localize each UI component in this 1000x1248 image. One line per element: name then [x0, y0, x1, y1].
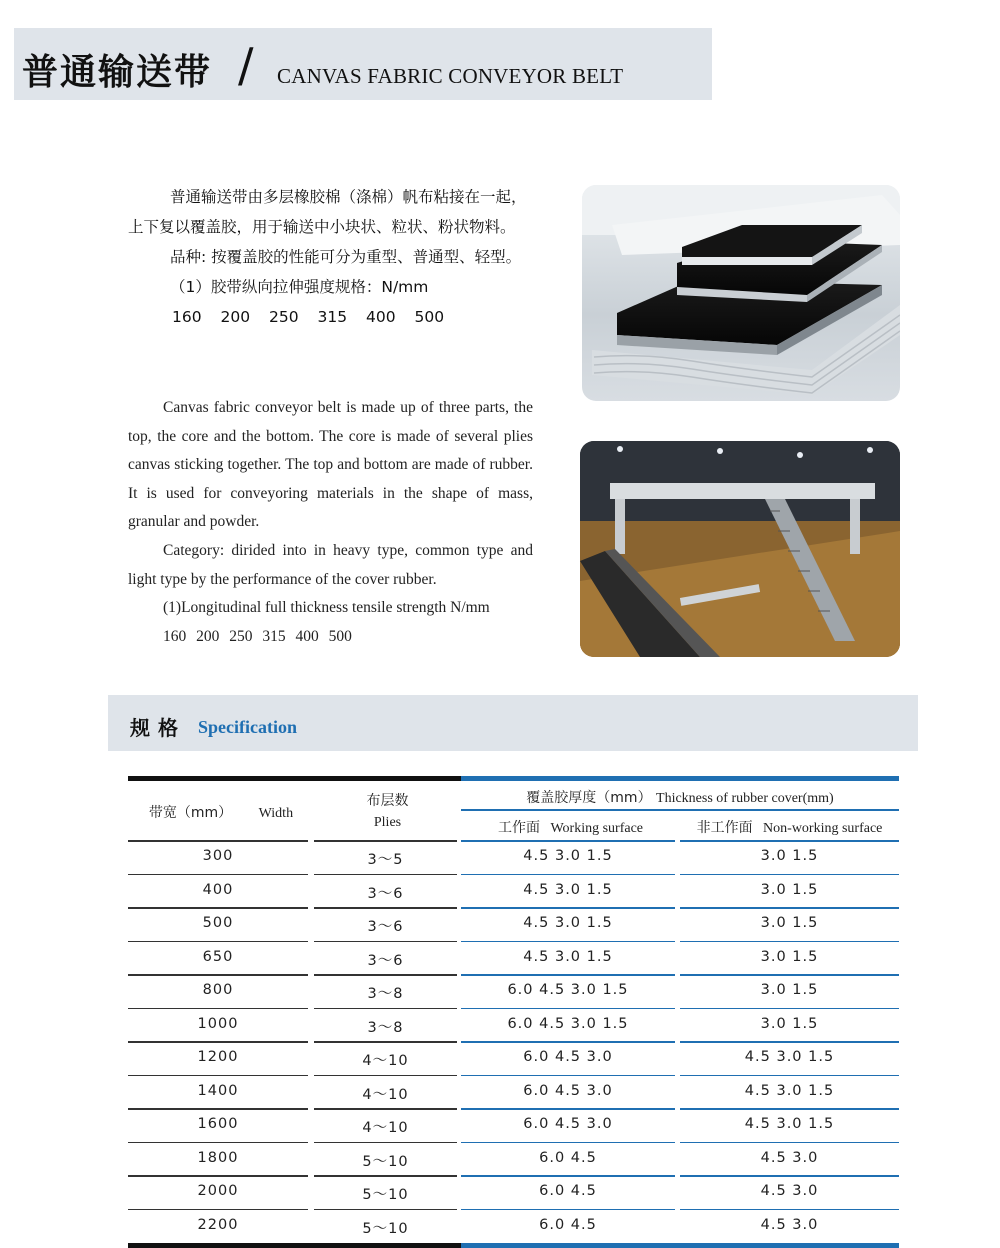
row-separator — [128, 974, 308, 976]
header-working-cn: 工作面 — [497, 820, 540, 836]
cell-nonworking: 4.5 3.0 — [760, 1216, 819, 1233]
cell-width: 1400 — [197, 1082, 239, 1099]
spec-table — [128, 776, 899, 1246]
row-separator — [680, 1041, 899, 1043]
spec-section-title-en: Specification — [198, 717, 297, 737]
header-width — [128, 802, 314, 822]
row-separator — [461, 1008, 675, 1010]
cell-nonworking: 4.5 3.0 1.5 — [744, 1116, 835, 1132]
cell-plies: 5～10 — [362, 1153, 409, 1170]
cell-width: 650 — [202, 948, 234, 965]
cell-working: 4.5 3.0 1.5 — [523, 915, 613, 931]
header-cover-en: Thickness of rubber cover(mm) — [656, 791, 834, 806]
cell-width: 1000 — [197, 1015, 239, 1032]
cell-nonworking: 3.0 1.5 — [760, 982, 819, 998]
cell-width: 1600 — [197, 1116, 239, 1132]
header-width-en: Width — [258, 806, 294, 821]
cell-working: 6.0 4.5 — [539, 1216, 597, 1233]
row-separator — [680, 941, 899, 943]
row-separator — [680, 874, 899, 876]
cell-working: 4.5 3.0 1.5 — [523, 848, 613, 864]
cell-nonworking: 4.5 3.0 — [760, 1183, 819, 1199]
cell-nonworking: 3.0 1.5 — [760, 915, 819, 931]
table-bottom-rule-blue — [461, 1243, 899, 1248]
intro-en-sizes: 160 200 250 315 400 500 — [163, 627, 352, 645]
cell-width: 1200 — [197, 1049, 239, 1065]
cell-working: 6.0 4.5 — [539, 1183, 597, 1199]
cell-plies: 5～10 — [362, 1220, 409, 1237]
row-separator — [461, 874, 675, 876]
cell-plies: 3～6 — [367, 919, 404, 935]
cell-working: 6.0 4.5 3.0 — [523, 1049, 613, 1065]
cell-nonworking: 4.5 3.0 — [760, 1149, 819, 1166]
header-width-cn: 带宽（mm） — [148, 805, 233, 821]
table-bottom-rule — [128, 1243, 461, 1248]
row-separator — [128, 1041, 308, 1043]
row-separator — [128, 874, 308, 876]
row-separator — [314, 874, 457, 876]
cell-nonworking: 3.0 1.5 — [760, 848, 819, 864]
table-top-rule — [128, 776, 461, 781]
row-separator — [314, 1008, 457, 1010]
cell-nonworking: 3.0 1.5 — [760, 1015, 819, 1032]
header-bottom-rule — [461, 840, 675, 842]
row-separator — [680, 1008, 899, 1010]
row-separator — [314, 1075, 457, 1077]
row-separator — [128, 1209, 308, 1211]
cell-plies: 3～5 — [367, 852, 404, 868]
cell-width: 1800 — [197, 1149, 239, 1166]
header-plies-cn: 布层数 — [366, 793, 409, 809]
intro-en-para1: Canvas fabric conveyor belt is made up of three parts, the top, the core and the bottom. The core is made of several plies canvas sticking together. The top and bottom are made of rubber. It is used for conveyoring materials in the shape of mass, granular and powder. — [128, 399, 533, 531]
row-separator — [461, 1108, 675, 1110]
intro-cn-para3: （1）胶带纵向拉伸强度规格：N/mm — [170, 278, 429, 296]
row-separator — [128, 1008, 308, 1010]
row-separator — [314, 1142, 457, 1144]
row-separator — [461, 907, 675, 909]
cell-plies: 3～6 — [367, 885, 404, 902]
row-separator — [680, 1142, 899, 1144]
header-bottom-rule — [128, 840, 308, 842]
row-separator — [314, 941, 457, 943]
row-separator — [461, 1142, 675, 1144]
cell-plies: 3～8 — [367, 986, 404, 1002]
cell-working: 6.0 4.5 — [539, 1149, 597, 1166]
page-title-en: CANVAS FABRIC CONVEYOR BELT — [277, 64, 624, 88]
row-separator — [461, 941, 675, 943]
cell-plies: 4～10 — [362, 1120, 409, 1136]
row-separator — [461, 974, 675, 976]
table-top-rule-blue — [461, 776, 899, 781]
header-cover-rule — [461, 809, 899, 811]
page-title-cn: 普通输送带 — [22, 52, 213, 93]
cell-working: 4.5 3.0 1.5 — [523, 948, 613, 965]
header-plies-en: Plies — [373, 815, 402, 830]
cell-plies: 5～10 — [362, 1187, 409, 1203]
row-separator — [314, 1041, 457, 1043]
cell-plies: 4～10 — [362, 1086, 409, 1103]
row-separator — [680, 907, 899, 909]
cell-width: 2200 — [197, 1216, 239, 1233]
intro-cn-para2: 品种: 按覆盖胶的性能可分为重型、普通型、轻型。 — [170, 248, 522, 266]
header-working — [461, 817, 680, 837]
header-cover-cn: 覆盖胶厚度（mm） — [526, 790, 652, 806]
conveyor-plant-image — [580, 441, 900, 657]
cell-nonworking: 4.5 3.0 1.5 — [744, 1049, 835, 1065]
row-separator — [128, 941, 308, 943]
header-nonworking-cn: 非工作面 — [696, 820, 753, 836]
cell-width: 800 — [202, 982, 234, 998]
header-nonworking-en: Non-working surface — [763, 821, 883, 836]
row-separator — [680, 1075, 899, 1077]
row-separator — [314, 1209, 457, 1211]
cell-plies: 3～6 — [367, 952, 404, 969]
cell-working: 6.0 4.5 3.0 1.5 — [507, 982, 629, 998]
row-separator — [680, 1175, 899, 1177]
cell-working: 4.5 3.0 1.5 — [523, 881, 613, 898]
intro-en-para2: Category: dirided into in heavy type, common type and light type by the performance of the cover rubber. — [128, 541, 533, 588]
cell-width: 500 — [202, 915, 234, 931]
intro-en — [128, 394, 533, 651]
cell-width: 2000 — [197, 1183, 239, 1199]
header-bottom-rule — [680, 840, 899, 842]
conveyor-belt-cross-section-image — [582, 185, 900, 401]
cell-nonworking: 3.0 1.5 — [760, 881, 819, 898]
cell-nonworking: 4.5 3.0 1.5 — [744, 1082, 835, 1099]
header-bottom-rule — [314, 840, 457, 842]
header-plies — [314, 790, 461, 834]
cell-working: 6.0 4.5 3.0 — [523, 1116, 613, 1132]
cell-nonworking: 3.0 1.5 — [760, 948, 819, 965]
header-nonworking — [680, 817, 899, 837]
cell-plies: 3～8 — [367, 1019, 404, 1036]
row-separator — [314, 1108, 457, 1110]
spec-section-title-cn: 规格 — [130, 716, 186, 740]
header-working-en: Working surface — [550, 821, 643, 836]
row-separator — [461, 1041, 675, 1043]
row-separator — [314, 907, 457, 909]
row-separator — [680, 974, 899, 976]
row-separator — [128, 1108, 308, 1110]
cell-working: 6.0 4.5 3.0 — [523, 1082, 613, 1099]
row-separator — [314, 1175, 457, 1177]
row-separator — [128, 1142, 308, 1144]
row-separator — [128, 1175, 308, 1177]
row-separator — [461, 1175, 675, 1177]
intro-cn — [128, 182, 538, 332]
row-separator — [314, 974, 457, 976]
intro-cn-sizes: 160 200 250 315 400 500 — [172, 308, 445, 326]
row-separator — [128, 1075, 308, 1077]
row-separator — [461, 1209, 675, 1211]
cell-width: 300 — [202, 848, 234, 864]
cell-working: 6.0 4.5 3.0 1.5 — [507, 1015, 629, 1032]
row-separator — [680, 1108, 899, 1110]
row-separator — [680, 1209, 899, 1211]
title-slash: / — [238, 38, 254, 92]
intro-cn-para1: 普通输送带由多层橡胶棉（涤棉）帆布粘接在一起，上下复以覆盖胶，用于输送中小块状、粒状、粉状物料。 — [128, 188, 527, 236]
cell-plies: 4～10 — [362, 1053, 409, 1069]
intro-en-para3: (1)Longitudinal full thickness tensile strength N/mm — [163, 599, 490, 617]
row-separator — [461, 1075, 675, 1077]
row-separator — [128, 907, 308, 909]
header-cover — [461, 787, 899, 807]
cell-width: 400 — [202, 881, 234, 898]
